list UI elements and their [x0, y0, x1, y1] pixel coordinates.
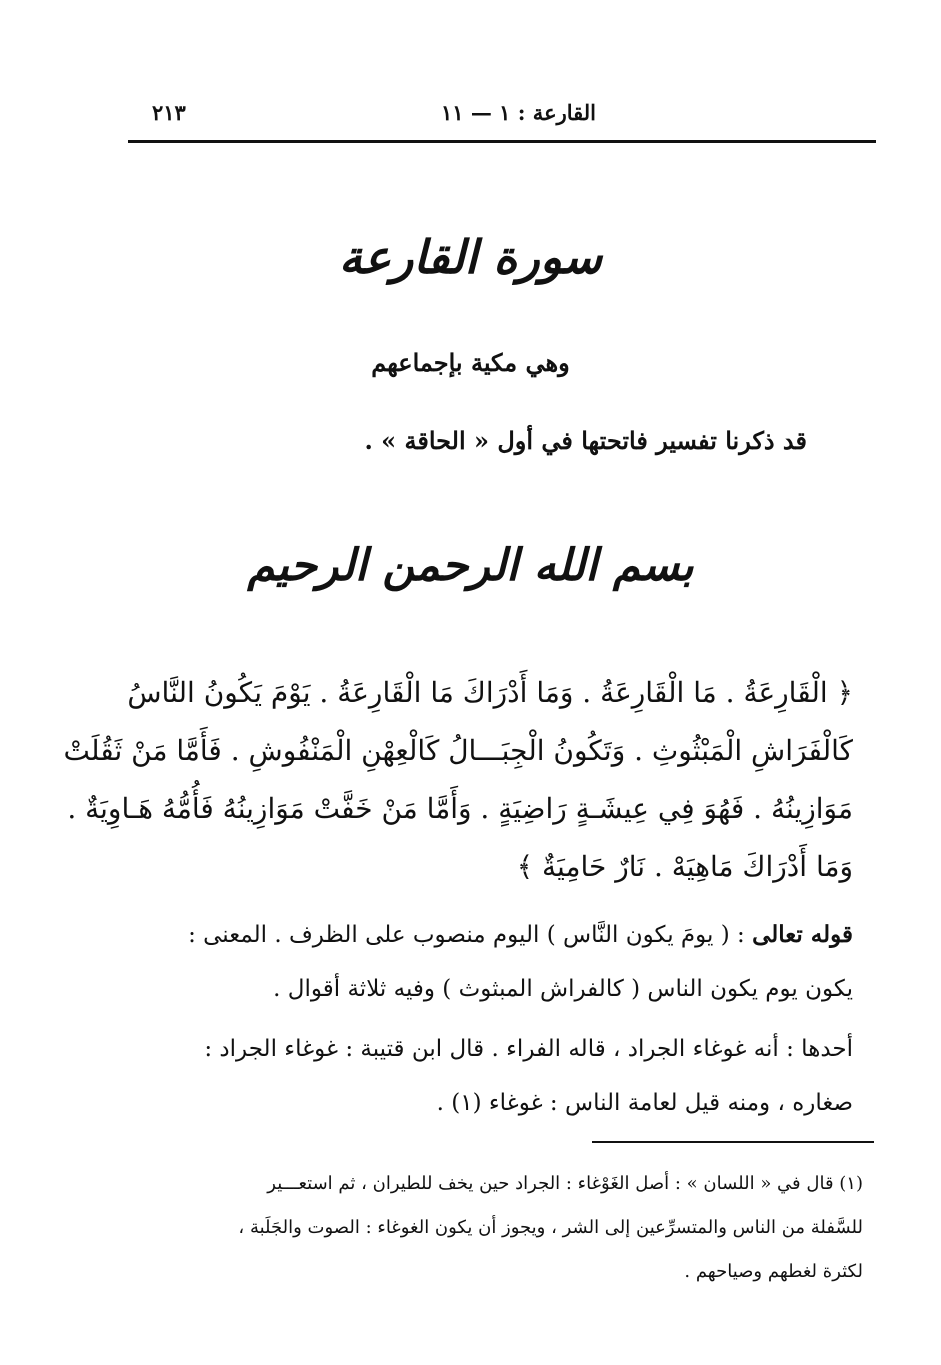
surah-subtitle: وهي مكية بإجماعهم [371, 348, 570, 377]
commentary-line: يكون يوم يكون الناس ( كالفراش المبثوث ) وفيه ثلاثة أقوال . [273, 976, 853, 1002]
surah-title: سورة القارعة [338, 230, 603, 284]
commentary-lead: قوله تعالى [752, 921, 853, 948]
verse-line: كَالْفَرَاشِ الْمَبْثُوثِ . وَتَكُونُ الْجِبَـــالُ كَالْعِهْنِ الْمَنْفُوشِ . فَأَمَّا مَنْ ثَقُلَتْ [63, 734, 853, 767]
commentary-line [64, 908, 853, 962]
commentary-text: : ( يومَ يكون النَّاس ) اليوم منصوب على الظرف . المعنى : [188, 922, 745, 948]
footnote-rule [592, 1141, 874, 1143]
header-title: القارعة : ١ — ١١ [440, 100, 596, 125]
verse-line: مَوَازِينُهُ . فَهُوَ فِي عِيشَـةٍ رَاضِيَةٍ . وَأَمَّا مَنْ خَفَّتْ مَوَازِينُهُ فَأُمُّهُ هَـاوِيَةٌ . [67, 792, 853, 825]
opinion-line: صغاره ، ومنه قيل لعامة الناس : غوغاء (١) . [436, 1090, 853, 1116]
running-header [130, 96, 876, 128]
verse-line: ﴿ الْقَارِعَةُ . مَا الْقَارِعَةُ . وَمَا أَدْرَاكَ مَا الْقَارِعَةُ . يَوْمَ يَكُونُ النَّاسُ [127, 676, 853, 709]
intro-note: قد ذكرنا تفسير فاتحتها في أول « الحاقة » . [364, 426, 807, 455]
header-rule [128, 140, 876, 143]
footnotes [80, 1162, 863, 1294]
quran-verses [60, 664, 853, 896]
footnote-line: لكثرة لغطهم وصياحهم . [684, 1261, 863, 1282]
opinion-line: أحدها : أنه غوغاء الجراد ، قاله الفراء . قال ابن قتيبة : غوغاء الجراد : [204, 1036, 853, 1062]
opinion-paragraph [64, 1022, 853, 1130]
page-number: ٢١٣ [152, 100, 186, 125]
basmala: بسم الله الرحمن الرحيم [247, 540, 694, 591]
footnote-line: للسَّفلة من الناس والمتسرِّعين إلى الشر ، ويجوز أن يكون الغوغاء : الصوت والجَلَبة ، [238, 1217, 863, 1238]
commentary-paragraph [64, 908, 853, 1016]
verse-line: وَمَا أَدْرَاكَ مَاهِيَهْ . نَارٌ حَامِيَةٌ ﴾ [516, 850, 853, 883]
footnote-line: (١) قال في « اللسان » : أصل الغَوْغاء : الجراد حين يخف للطيران ، ثم استعـــير [267, 1173, 863, 1194]
